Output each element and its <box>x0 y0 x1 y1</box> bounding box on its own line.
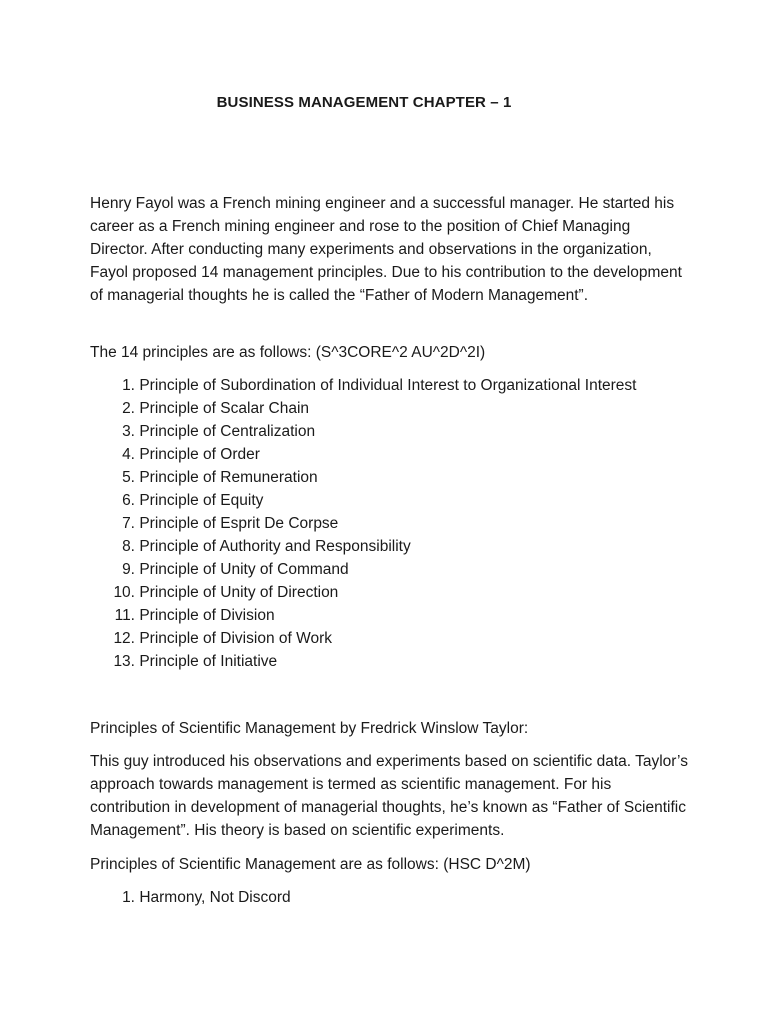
list-item-text: Principle of Remuneration <box>139 469 318 486</box>
list-item-number: 5. <box>122 469 135 486</box>
list-item-text: Harmony, Not Discord <box>139 889 291 906</box>
list-item <box>90 420 710 443</box>
taylor-paragraph: This guy introduced his observations and experiments based on scientific data. Taylor’s approach towards management is termed as scientific management. For his contribution in development of managerial thoughts, he’s known as “Father of Scientific Management”. His theory is based on scientific experiments. <box>90 753 688 839</box>
list-item-number: 10. <box>113 584 135 601</box>
list-item-number: 9. <box>122 561 135 578</box>
document-title <box>0 94 768 111</box>
taylor-principles-list <box>90 886 710 909</box>
list-item <box>90 535 710 558</box>
list-item-number: 7. <box>122 515 135 532</box>
taylor-heading: Principles of Scientific Management by Fredrick Winslow Taylor: <box>90 720 529 737</box>
list-item-text: Principle of Centralization <box>139 423 316 440</box>
list-item-number: 8. <box>122 538 135 555</box>
list-item-text: Principle of Division <box>139 607 275 624</box>
list-item <box>90 581 710 604</box>
list-item <box>90 397 710 420</box>
fayol-principles-list <box>90 374 710 673</box>
list-item-number: 12. <box>113 630 135 647</box>
list-item-text: Principle of Order <box>139 446 260 463</box>
list-item-number: 13. <box>113 653 135 670</box>
list-item-number: 4. <box>122 446 135 463</box>
list-item-number: 3. <box>122 423 135 440</box>
list-item <box>90 512 710 535</box>
list-item <box>90 466 710 489</box>
list-item-text: Principle of Subordination of Individual Interest to Organizational Interest <box>139 377 637 394</box>
taylor-principles-heading: Principles of Scientific Management are as follows: (HSC D^2M) <box>90 856 531 873</box>
list-item-text: Principle of Division of Work <box>139 630 332 647</box>
list-item <box>90 489 710 512</box>
list-item-number: 11. <box>114 607 135 624</box>
list-item <box>90 558 710 581</box>
intro-paragraph: Henry Fayol was a French mining engineer and a successful manager. He started his career as a French mining engineer and rose to the position of Chief Managing Director. After conducting many experiments and observations in the organization, Fayol proposed 14 management principles. Due to his contribution to the development of managerial thoughts he is called the “Father of Modern Management”. <box>90 195 682 304</box>
principles-heading: The 14 principles are as follows: (S^3CORE^2 AU^2D^2I) <box>90 344 486 361</box>
list-item <box>90 650 710 673</box>
list-item-text: Principle of Equity <box>139 492 264 509</box>
list-item <box>90 374 710 397</box>
list-item-number: 2. <box>122 400 135 417</box>
list-item-text: Principle of Esprit De Corpse <box>139 515 339 532</box>
list-item <box>90 443 710 466</box>
list-item-number: 1. <box>122 377 135 394</box>
list-item-number: 6. <box>122 492 135 509</box>
list-item <box>90 604 710 627</box>
list-item-text: Principle of Authority and Responsibility <box>139 538 411 555</box>
document-title-text: BUSINESS MANAGEMENT CHAPTER – 1 <box>216 94 512 111</box>
list-item <box>90 627 710 650</box>
list-item-text: Principle of Unity of Direction <box>139 584 339 601</box>
list-item-text: Principle of Initiative <box>139 653 278 670</box>
list-item-number: 1. <box>122 889 135 906</box>
list-item-text: Principle of Scalar Chain <box>139 400 310 417</box>
list-item-text: Principle of Unity of Command <box>139 561 349 578</box>
list-item <box>90 886 710 909</box>
